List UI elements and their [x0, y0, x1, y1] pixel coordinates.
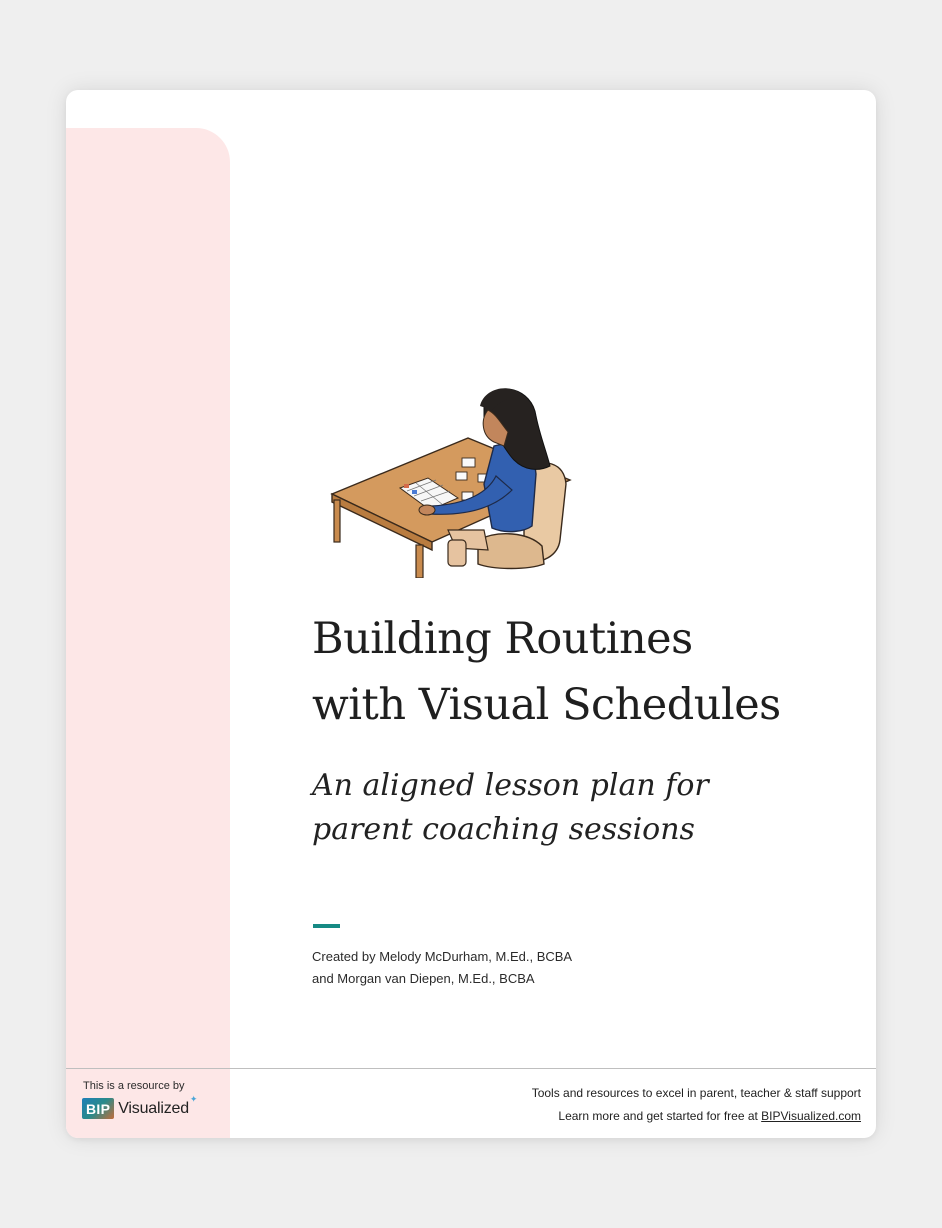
- resource-label: This is a resource by: [83, 1080, 185, 1092]
- document-title: [312, 606, 852, 738]
- footer-divider: [66, 1068, 876, 1069]
- title-line-2: with Visual Schedules: [312, 680, 781, 730]
- accent-divider: [313, 924, 340, 928]
- title-line-1: Building Routines: [312, 614, 693, 664]
- logo-wordmark: Visualized: [118, 1099, 189, 1117]
- footer-learn-more: [532, 1105, 861, 1128]
- credit-line-2: and Morgan van Diepen, M.Ed., BCBA: [312, 971, 535, 986]
- subtitle-line-1: An aligned lesson plan for: [312, 768, 709, 803]
- author-credits: [312, 946, 712, 990]
- sparkle-icon: ✦: [189, 1094, 198, 1104]
- credit-line-1: Created by Melody McDurham, M.Ed., BCBA: [312, 949, 573, 964]
- bip-visualized-logo: [82, 1094, 198, 1119]
- footer-tagline: Tools and resources to excel in parent, teacher & staff support: [531, 1086, 861, 1100]
- website-link[interactable]: BIPVisualized.com: [761, 1109, 861, 1123]
- side-color-band: [66, 128, 230, 1138]
- document-subtitle: [312, 764, 832, 852]
- footer-info: [532, 1082, 861, 1128]
- logo-mark: BIP: [82, 1098, 114, 1119]
- learn-more-text: Learn more and get started for free at: [558, 1109, 762, 1123]
- document-page: [66, 90, 876, 1138]
- subtitle-line-2: parent coaching sessions: [312, 812, 695, 847]
- desk-illustration: [328, 380, 582, 578]
